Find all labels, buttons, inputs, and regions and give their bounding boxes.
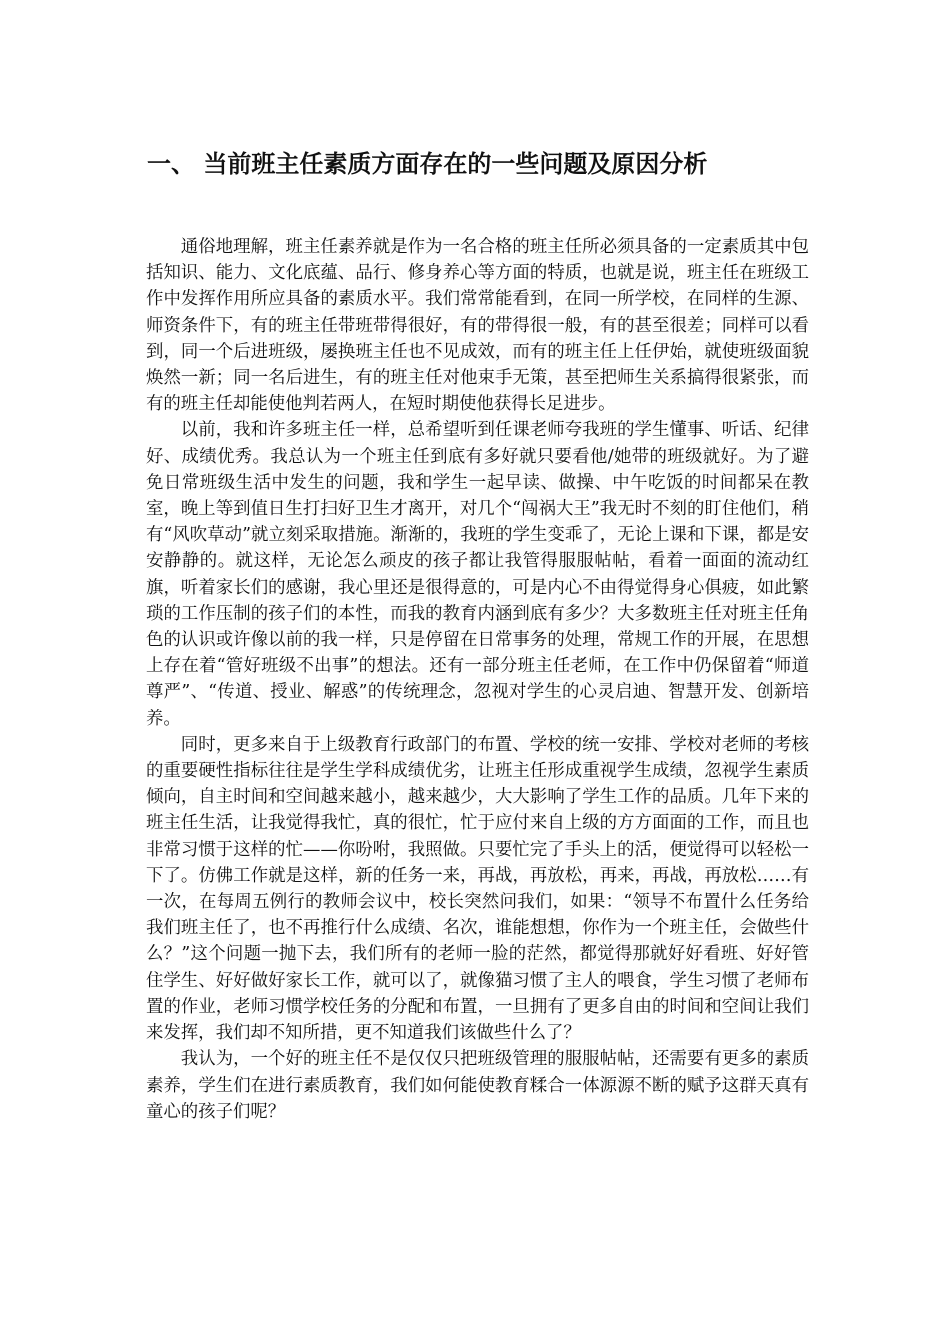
paragraph-1: 通俗地理解，班主任素养就是作为一名合格的班主任所必须具备的一定素质其中包括知识、能力、文化底蕴、品行、修身养心等方面的特质，也就是说，班主任在班级工作中发挥作用所应具备的素质水平。我们常常能看到，在同一所学校，在同样的生源、师资条件下，有的班主任带班带得很好，有的带得很一般，有的甚至很差；同样可以看到，同一个后进班级，屡换班主任也不见成效，而有的班主任上任伊始，就使班级面貌焕然一新；同一名后进生，有的班主任对他束手无策，甚至把师生关系搞得很紧张，而有的班主任却能使他判若两人，在短时期使他获得长足进步。: [146, 237, 809, 415]
body-text: [146, 234, 809, 1125]
paragraph-3: 同时，更多来自于上级教育行政部门的布置、学校的统一安排、学校对老师的考核的重要硬性指标往往是学生学科成绩优劣，让班主任形成重视学生成绩，忽视学生素质倾向，自主时间和空间越来越小，越来越少，大大影响了学生工作的品质。几年下来的班主任生活，让我觉得我忙，真的很忙，忙于应付来自上级的方方面面的工作，而且也非常习惯于这样的忙——你吩咐，我照做。只要忙完了手头上的活，便觉得可以轻松一下了。仿佛工作就是这样，新的任务一来，再战，再放松，再来，再战，再放松……有一次，在每周五例行的教师会议中，校长突然问我们，如果：“领导不布置什么任务给我们班主任了，也不再推行什么成绩、名次，谁能想想，你作为一个班主任，会做些什么？”这个问题一抛下去，我们所有的老师一脸的茫然，都觉得那就好好看班、好好管住学生、好好做好家长工作，就可以了，就像猫习惯了主人的喂食，学生习惯了老师布置的作业，老师习惯学校任务的分配和布置，一旦拥有了更多自由的时间和空间让我们来发挥，我们却不知所措，更不知道我们该做些什么了？: [146, 734, 809, 1044]
section-heading: 一、 当前班主任素质方面存在的一些问题及原因分析: [147, 150, 708, 178]
paragraph-2: 以前，我和许多班主任一样，总希望听到任课老师夸我班的学生懂事、听话、纪律好、成绩优秀。我总认为一个班主任到底有多好就只要看他/她带的班级就好。为了避免日常班级生活中发生的问题，我和学生一起早读、做操、中午吃饭的时间都呆在教室，晚上等到值日生打扫好卫生才离开，对几个“闯祸大王”我无时不刻的盯住他们，稍有“风吹草动”就立刻采取措施。渐渐的，我班的学生变乖了，无论上课和下课，都是安安静静的。就这样，无论怎么顽皮的孩子都让我管得服服帖帖，看着一面面的流动红旗，听着家长们的感谢，我心里还是很得意的，可是内心不由得觉得身心俱疲，如此繁琐的工作压制的孩子们的本性，而我的教育内涵到底有多少？大多数班主任对班主任角色的认识或许像以前的我一样，只是停留在日常事务的处理，常规工作的开展，在思想上存在着“管好班级不出事”的想法。还有一部分班主任老师，在工作中仍保留着“师道尊严”、“传道、授业、解惑”的传统理念，忽视对学生的心灵启迪、智慧开发、创新培养。: [146, 420, 809, 729]
paragraph-4: 我认为，一个好的班主任不是仅仅只把班级管理的服服帖帖，还需要有更多的素质素养，学生们在进行素质教育，我们如何能使教育糅合一体源源不断的赋予这群天真有童心的孩子们呢？: [146, 1049, 809, 1122]
